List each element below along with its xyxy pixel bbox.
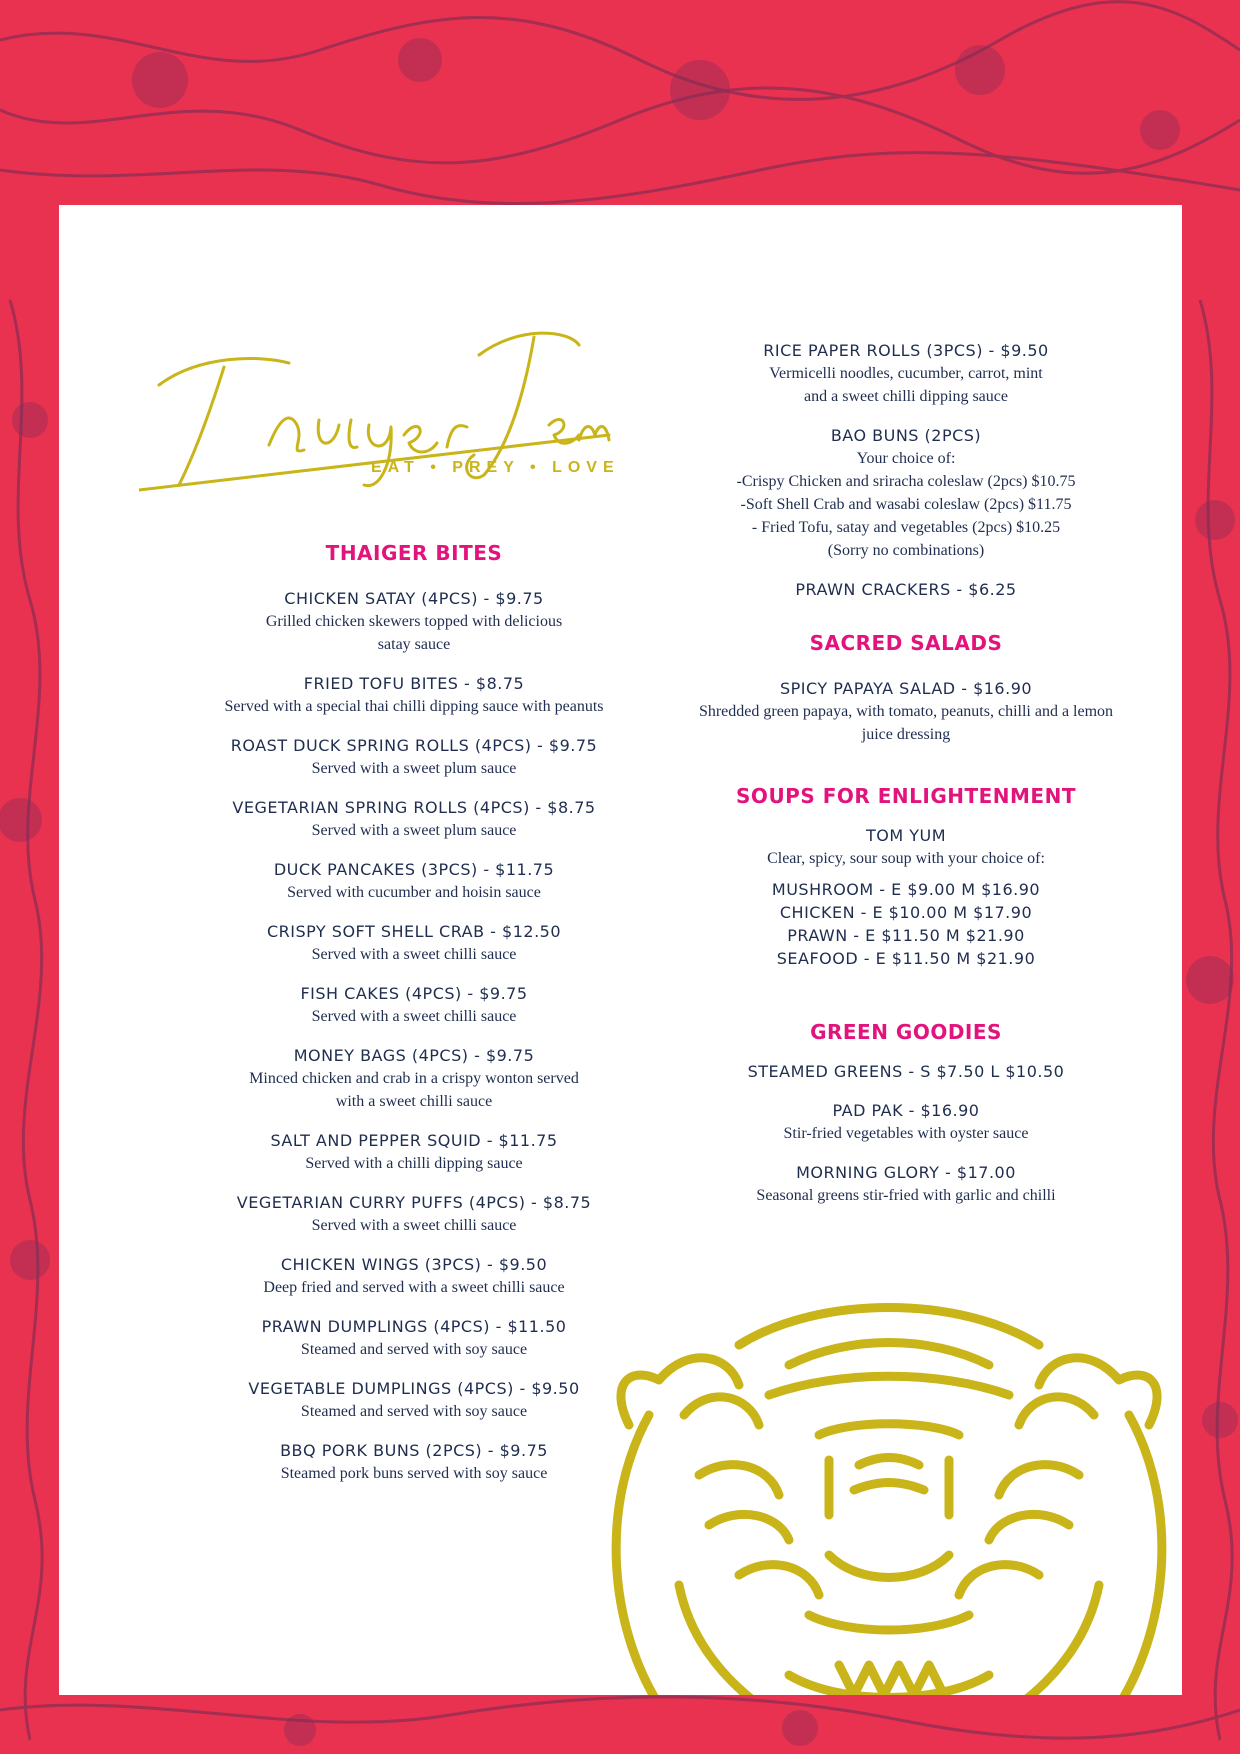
menu-item-desc: Steamed and served with soy sauce bbox=[300, 1341, 528, 1358]
menu-item-name: DUCK PANCAKES (3PCS) - $11.75 bbox=[273, 860, 555, 879]
menu-item-name: STEAMED GREENS - S $7.50 L $10.50 bbox=[747, 1062, 1065, 1081]
menu-item bbox=[139, 982, 689, 1028]
menu-item-desc: Steamed and served with soy sauce bbox=[300, 1403, 528, 1420]
section-title-soups: SOUPS FOR ENLIGHTENMENT bbox=[736, 784, 1076, 808]
soup-desc: Clear, spicy, sour soup with your choice of: bbox=[767, 850, 1045, 867]
menu-item-desc: Your choice of: bbox=[856, 450, 956, 467]
menu-item-name: ROAST DUCK SPRING ROLLS (4PCS) - $9.75 bbox=[230, 736, 598, 755]
menu-item-name: PAD PAK - $16.90 bbox=[832, 1101, 980, 1120]
menu-item bbox=[139, 1191, 689, 1237]
right-column bbox=[646, 339, 1166, 1223]
menu-item-name: MORNING GLORY - $17.00 bbox=[796, 1163, 1016, 1182]
menu-item-desc: Minced chicken and crab in a crispy wonton served bbox=[249, 1070, 579, 1087]
menu-item-name: VEGETARIAN CURRY PUFFS (4PCS) - $8.75 bbox=[236, 1193, 592, 1212]
menu-item-desc: Served with a special thai chilli dipping sauce with peanuts bbox=[224, 698, 604, 715]
menu-item-name: VEGETARIAN SPRING ROLLS (4PCS) - $8.75 bbox=[232, 798, 596, 817]
section-title-thaiger-bites: THAIGER BITES bbox=[325, 541, 503, 565]
menu-item-name: PRAWN DUMPLINGS (4PCS) - $11.50 bbox=[261, 1317, 567, 1336]
menu-item-desc: (Sorry no combinations) bbox=[827, 542, 985, 559]
menu-item-desc: Served with cucumber and hoisin sauce bbox=[287, 884, 541, 901]
menu-item-desc: Stir-fried vegetables with oyster sauce bbox=[783, 1125, 1029, 1142]
menu-item-desc: satay sauce bbox=[377, 636, 451, 653]
menu-item-name: BBQ PORK BUNS (2PCS) - $9.75 bbox=[280, 1441, 548, 1460]
menu-item-name: BAO BUNS (2PCS) bbox=[830, 426, 982, 445]
menu-sheet bbox=[59, 205, 1182, 1695]
tiger-face-illustration bbox=[589, 1285, 1182, 1695]
salads-list bbox=[646, 677, 1166, 746]
brand-tagline: EAT • PREY • LOVE bbox=[371, 459, 620, 476]
menu-item-name: PRAWN CRACKERS - $6.25 bbox=[795, 580, 1017, 599]
starters-list bbox=[646, 339, 1166, 601]
menu-item bbox=[139, 920, 689, 966]
menu-item-desc: Deep fried and served with a sweet chilli sauce bbox=[263, 1279, 565, 1296]
menu-item-desc: with a sweet chilli sauce bbox=[335, 1093, 493, 1110]
menu-item-name: SALT AND PEPPER SQUID - $11.75 bbox=[270, 1131, 558, 1150]
menu-item-name: CRISPY SOFT SHELL CRAB - $12.50 bbox=[266, 922, 562, 941]
menu-item bbox=[646, 578, 1166, 601]
menu-item-name: FISH CAKES (4PCS) - $9.75 bbox=[300, 984, 528, 1003]
menu-item bbox=[139, 858, 689, 904]
greens-list bbox=[646, 1060, 1166, 1207]
menu-item-desc: juice dressing bbox=[861, 726, 951, 743]
soup-option: PRAWN - E $11.50 M $21.90 bbox=[787, 926, 1025, 945]
menu-item-name: RICE PAPER ROLLS (3PCS) - $9.50 bbox=[763, 341, 1049, 360]
soup-options bbox=[646, 878, 1166, 970]
menu-item-desc: Served with a sweet chilli sauce bbox=[311, 946, 517, 963]
menu-item-desc: Steamed pork buns served with soy sauce bbox=[280, 1465, 548, 1482]
soup-option: CHICKEN - E $10.00 M $17.90 bbox=[779, 903, 1033, 922]
soup-item-tom-yum bbox=[646, 824, 1166, 970]
menu-item bbox=[646, 1060, 1166, 1083]
soup-name: TOM YUM bbox=[865, 826, 947, 845]
menu-item bbox=[646, 424, 1166, 562]
menu-item bbox=[646, 1161, 1166, 1207]
menu-item-desc: Seasonal greens stir-fried with garlic and chilli bbox=[756, 1187, 1056, 1204]
menu-item-desc: -Crispy Chicken and sriracha coleslaw (2pcs) $10.75 bbox=[736, 473, 1076, 490]
menu-item-desc: - Fried Tofu, satay and vegetables (2pcs) $10.25 bbox=[751, 519, 1061, 536]
menu-item bbox=[139, 1129, 689, 1175]
menu-item bbox=[139, 1044, 689, 1113]
menu-item bbox=[139, 587, 689, 656]
menu-item-name: FRIED TOFU BITES - $8.75 bbox=[303, 674, 525, 693]
menu-item-desc: Served with a sweet chilli sauce bbox=[311, 1008, 517, 1025]
soup-option: SEAFOOD - E $11.50 M $21.90 bbox=[776, 949, 1036, 968]
menu-item bbox=[646, 677, 1166, 746]
soup-option: MUSHROOM - E $9.00 M $16.90 bbox=[771, 880, 1041, 899]
menu-item-name: CHICKEN WINGS (3PCS) - $9.50 bbox=[280, 1255, 548, 1274]
menu-item-desc: Served with a sweet plum sauce bbox=[311, 822, 517, 839]
menu-item bbox=[646, 1099, 1166, 1145]
menu-item bbox=[139, 734, 689, 780]
menu-item-desc: and a sweet chilli dipping sauce bbox=[804, 388, 1008, 405]
section-title-green-goodies: GREEN GOODIES bbox=[810, 1020, 1002, 1044]
menu-item-desc: Shredded green papaya, with tomato, peanuts, chilli and a lemon bbox=[698, 703, 1114, 720]
menu-item-desc: Served with a sweet chilli sauce bbox=[311, 1217, 517, 1234]
menu-item-desc: Grilled chicken skewers topped with delicious bbox=[265, 613, 563, 630]
menu-item-name: MONEY BAGS (4PCS) - $9.75 bbox=[293, 1046, 535, 1065]
menu-item-desc: Served with a sweet plum sauce bbox=[311, 760, 517, 777]
menu-item-desc: -Soft Shell Crab and wasabi coleslaw (2pcs) $11.75 bbox=[740, 496, 1072, 513]
menu-item bbox=[139, 672, 689, 718]
menu-item-name: CHICKEN SATAY (4PCS) - $9.75 bbox=[284, 589, 544, 608]
menu-item-desc: Vermicelli noodles, cucumber, carrot, mint bbox=[769, 365, 1043, 382]
section-title-sacred-salads: SACRED SALADS bbox=[809, 631, 1003, 655]
menu-item bbox=[646, 339, 1166, 408]
menu-item-desc: Served with a chilli dipping sauce bbox=[305, 1155, 523, 1172]
menu-item-name: VEGETABLE DUMPLINGS (4PCS) - $9.50 bbox=[248, 1379, 580, 1398]
menu-item-name: SPICY PAPAYA SALAD - $16.90 bbox=[779, 679, 1033, 698]
menu-item bbox=[139, 796, 689, 842]
